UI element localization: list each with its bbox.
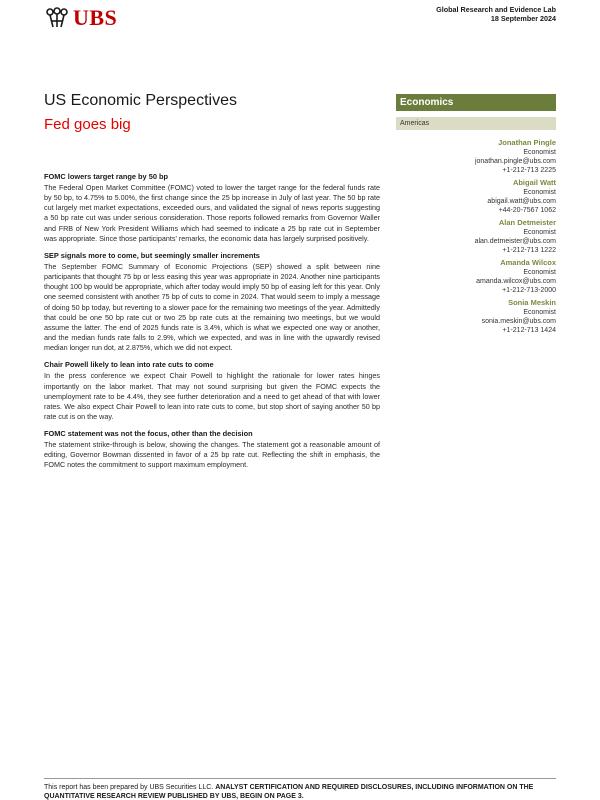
analyst-phone: +1-212-713 1424 bbox=[502, 327, 556, 334]
section-body: The September FOMC Summary of Economic Projections (SEP) showed a split between nine participants that thought 75 bp or less easing this year was appropriate in 2024. Another nine participants thought 100 bp would be appropriate, which after today would imply 50 bp of easing left for this year. Only one seemed consistent with another 75 bp of cuts to come in 2024. That would seem to imply a message of doing 50 bp today, but reverting to a slower pace for the remaining two meetings of the year. Admittedly that could be one 50 bp rate cut or two 25 bp rate cuts at the remaining two meetings, but we would assume the latter. The end of 2025 funds rate is 3.4%, which is what we expected one way or another, and the median funds rate falls to 2.9%, which we expected, and was in line with the upwardly revised median longer run dot, at 2.875%, which we did not expect. bbox=[44, 261, 380, 353]
analyst-name[interactable]: Alan Detmeister bbox=[498, 218, 556, 227]
analyst-email[interactable]: abigail.watt@ubs.com bbox=[487, 198, 556, 205]
analyst-email[interactable]: sonia.meskin@ubs.com bbox=[481, 318, 556, 325]
section bbox=[44, 172, 380, 244]
analyst-role: Economist bbox=[523, 189, 556, 196]
ubs-logo bbox=[44, 5, 117, 31]
report-subtitle: Fed goes big bbox=[44, 116, 131, 133]
region-label: Americas bbox=[396, 117, 556, 130]
section-heading: Chair Powell likely to lean into rate cuts to come bbox=[44, 360, 214, 370]
analyst-phone: +1-212-713 2225 bbox=[502, 167, 556, 174]
report-title: US Economic Perspectives bbox=[44, 92, 237, 109]
main-content bbox=[44, 172, 380, 478]
analyst-card bbox=[396, 298, 556, 335]
header-meta bbox=[436, 5, 556, 23]
analyst-role: Economist bbox=[523, 229, 556, 236]
section-heading: FOMC lowers target range by 50 bp bbox=[44, 172, 169, 181]
analyst-role: Economist bbox=[523, 149, 556, 156]
analyst-card bbox=[396, 178, 556, 215]
logo-text: UBS bbox=[73, 5, 118, 30]
footer-divider bbox=[44, 778, 556, 779]
section bbox=[44, 360, 380, 422]
analyst-email[interactable]: alan.detmeister@ubs.com bbox=[474, 238, 556, 245]
analyst-role: Economist bbox=[523, 309, 556, 316]
analyst-list bbox=[396, 138, 556, 335]
analyst-phone: +44-20-7567 1062 bbox=[498, 207, 556, 214]
analyst-name[interactable]: Jonathan Pingle bbox=[498, 138, 556, 147]
analyst-name[interactable]: Sonia Meskin bbox=[508, 298, 556, 307]
sidebar bbox=[396, 94, 556, 338]
analyst-email[interactable]: jonathan.pingle@ubs.com bbox=[474, 158, 556, 165]
section bbox=[44, 251, 380, 353]
analyst-card bbox=[396, 258, 556, 295]
section bbox=[44, 429, 380, 470]
section-heading: FOMC statement was not the focus, other than the decision bbox=[44, 429, 253, 439]
analyst-phone: +1-212-713-2000 bbox=[502, 287, 556, 294]
lab-name: Global Research and Evidence Lab bbox=[436, 5, 556, 14]
analyst-role: Economist bbox=[523, 269, 556, 276]
section-body: In the press conference we expect Chair Powell to highlight the rationale for lower rates hinges importantly on the labor market. That may not sound surprising but given the FOMC expects the unemployment rate to be 4.4%, they see further deterioration and a need to get ahead of that with lower rates. We also expect Chair Powell to lean into rate cuts to come, but stop short of saying another 50 bp rate cut is on the way. bbox=[44, 371, 380, 421]
analyst-card bbox=[396, 218, 556, 255]
analyst-name[interactable]: Abigail Watt bbox=[512, 178, 556, 187]
category-label: Economics bbox=[396, 94, 556, 111]
keys-icon bbox=[44, 7, 70, 29]
footer-prefix: This report has been prepared by UBS Securities LLC. bbox=[44, 784, 214, 791]
section-heading: SEP signals more to come, but seemingly smaller increments bbox=[44, 250, 260, 260]
section-body: The Federal Open Market Committee (FOMC) voted to lower the target range for the federal funds rate by 50 bp, to 4.75% to 5.00%, the first change since the 25 bp increase in July of last year. The 50 bp rate cut largely met market expectations, exceeded ours, and validated the signal of news reports suggesting a 50 bp rate cut was under serious consideration. Those reports followed remarks from Governor Waller and FRB of New York President Williams which had seemed to indicate a 25 bp rate cut in September was appropriate. Since those participants' remarks, the economic data has largely surprised positively. bbox=[44, 183, 380, 243]
analyst-phone: +1-212-713 1222 bbox=[502, 247, 556, 254]
report-date: 18 September 2024 bbox=[490, 14, 556, 23]
analyst-email[interactable]: amanda.wilcox@ubs.com bbox=[476, 278, 556, 285]
analyst-name[interactable]: Amanda Wilcox bbox=[500, 258, 556, 267]
footer-disclaimer bbox=[44, 783, 556, 800]
footer-disclosure[interactable]: ANALYST CERTIFICATION AND REQUIRED DISCLOSURES, INCLUDING INFORMATION ON THE QUANTITATIVE RESEARCH REVIEW PUBLISHED BY UBS, BEGIN ON PAGE 3. bbox=[44, 784, 534, 800]
analyst-card bbox=[396, 138, 556, 175]
section-body: The statement strike-through is below, showing the changes. The statement got a reasonable amount of editing, Governor Bowman dissented in favor of a 25 bp rate cut. Reflecting the shift in emphasis, the FOMC notes the commitment to support maximum employment. bbox=[44, 440, 380, 470]
